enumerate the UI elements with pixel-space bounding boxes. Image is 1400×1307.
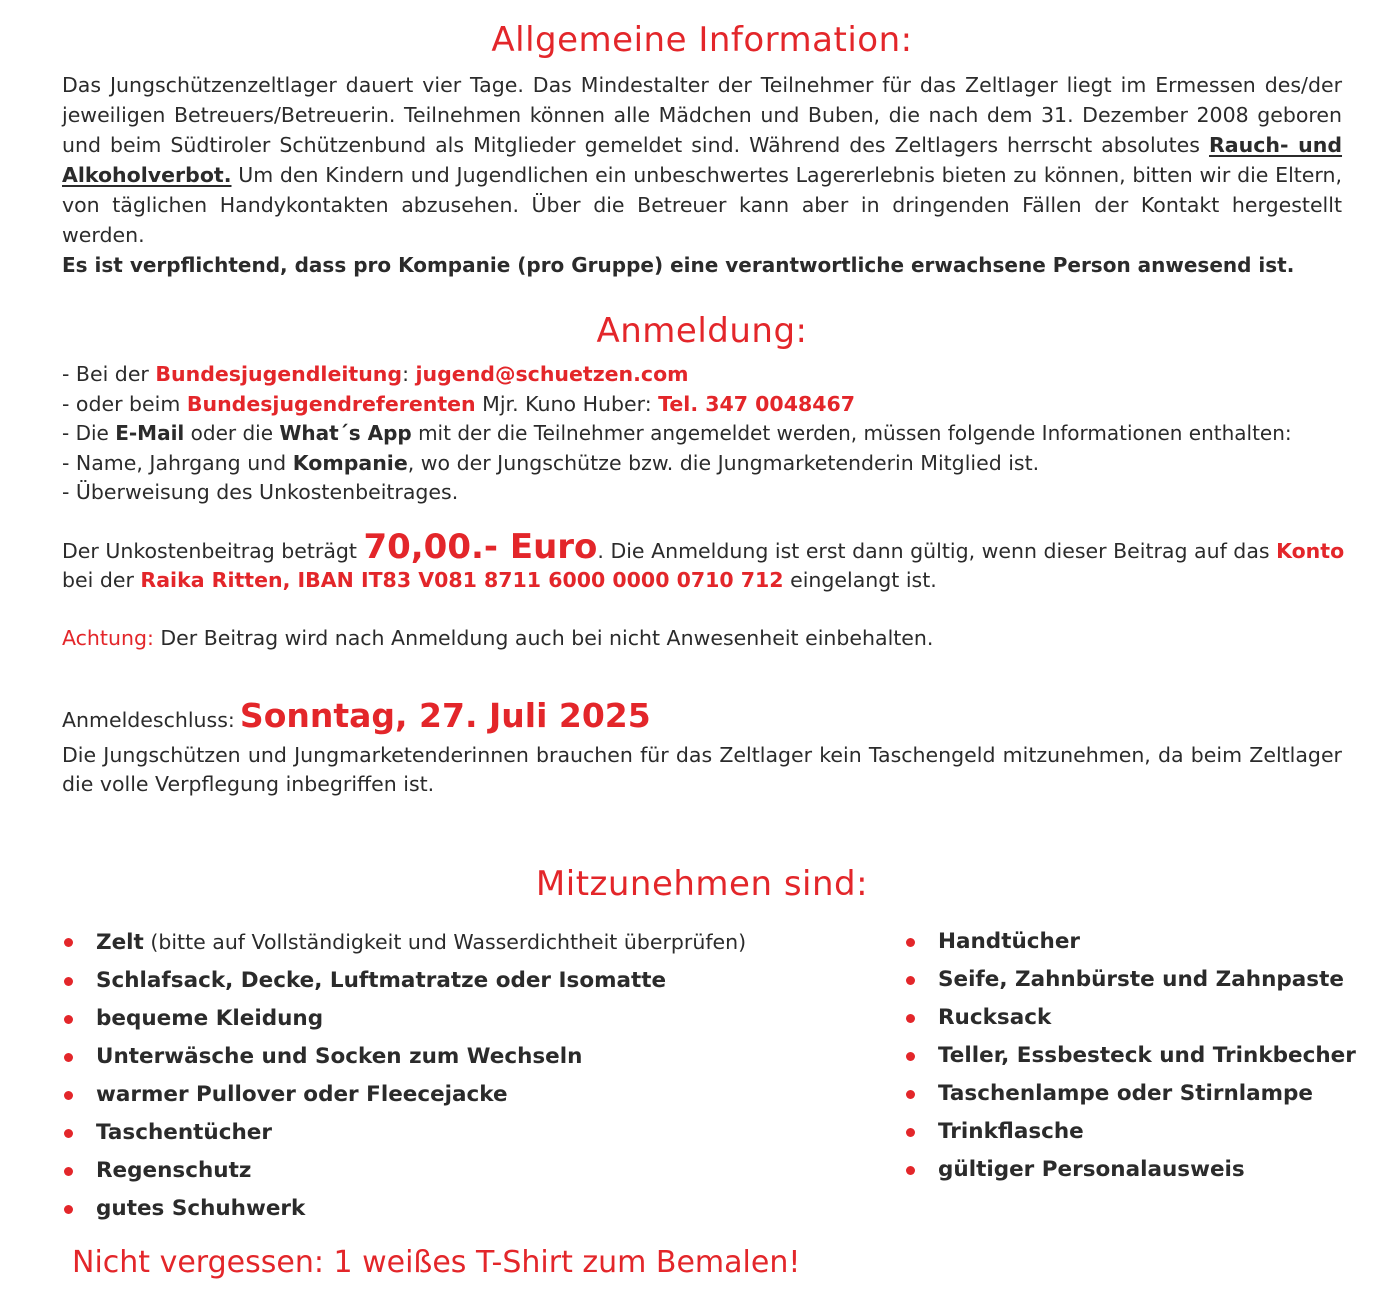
packing-title: Mitzunehmen sind: [535,864,869,904]
phone-number[interactable]: Tel. 347 0048467 [658,391,856,416]
general-paragraph [62,70,1342,250]
fee-block [62,526,1345,596]
packing-item: Trinkflasche [904,1113,1356,1151]
deadline-line [62,697,1342,741]
deadline-date: Sonntag, 27. Juli 2025 [239,696,651,735]
packing-item: gültiger Personalausweis [904,1151,1356,1189]
line3-a: - Die [62,421,116,445]
konto-label: Konto [1276,538,1345,563]
fee-line-1 [62,526,1345,567]
general-title: Allgemeine Information: [491,20,913,60]
packing-list-right [904,923,1356,1189]
packing-item-note: (bitte auf Vollständigkeit und Wasserdichtheit überprüfen) [143,930,747,954]
bank-sep: , [282,568,298,592]
packing-item [62,1152,746,1190]
contact-person: Mjr. Kuno Huber: [475,391,659,416]
registration-line-2 [62,390,1342,420]
packing-item [62,1190,746,1228]
warning-block [62,624,1342,654]
bundesjugendleitung: Bundesjugendleitung [155,362,403,386]
deadline-label: Anmeldeschluss: [62,708,235,732]
packing-item-label: bequeme Kleidung [96,1006,324,1031]
packing-item: Rucksack [904,999,1356,1037]
line4-b: , wo der Jungschütze bzw. die Jungmarketenderin Mitglied ist. [407,450,1040,475]
fee-suffix: eingelangt ist. [783,568,937,592]
packing-item [62,962,746,1000]
tshirt-reminder: Nicht vergessen: 1 weißes T-Shirt zum Bemalen! [72,1245,801,1280]
registration-line-1 [62,360,1342,390]
packing-item-label: Regenschutz [96,1158,252,1183]
packing-item [62,923,746,962]
packing-item [62,1114,746,1152]
bank-name: Raika Ritten [140,568,283,592]
fee-amount: 70,00.- Euro [363,526,598,567]
responsible-adult-note: Es ist verpflichtend, dass pro Kompanie (pro Gruppe) eine verantwortliche erwachsene Person anwesend ist. [62,253,1295,277]
line3-b: oder die [184,421,280,445]
packing-item: Handtücher [904,923,1356,961]
line3-email: E-Mail [115,421,185,445]
packing-item: Taschenlampe oder Stirnlampe [904,1075,1356,1113]
general-text-2: Um den Kindern und Jugendlichen ein unbeschwertes Lagererlebnis bieten zu können, bitten wir die Eltern, von täglichen Handykontakten abzusehen. Über die Betreuer kann aber in dringenden Fällen der Kontakt hergestellt werden. [62,163,1342,247]
packing-item: Seife, Zahnbürste und Zahnpaste [904,961,1356,999]
packing-list-left [62,923,746,1228]
packing-item-label: Schlafsack, Decke, Luftmatratze oder Isomatte [96,968,667,993]
warning-label: Achtung: [62,625,154,650]
fee-prefix: Der Unkostenbeitrag beträgt [62,538,364,563]
packing-item [62,1038,746,1076]
warning-text: Der Beitrag wird nach Anmeldung auch bei nicht Anwesenheit einbehalten. [153,625,934,650]
general-text-1: Das Jungschützenzeltlager dauert vier Tage. Das Mindestalter der Teilnehmer für das Zeltlager liegt im Ermessen des/der jeweiligen Betreuers/Betreuerin. Teilnehmen können alle Mädchen und Buben, die nach dem 31. Dezember 2008 geboren und beim Südtiroler Schützenbund als Mitglieder gemeldet sind. Während des Zeltlagers herrscht absolutes [62,73,1342,157]
line1-prefix: - Bei der [62,362,156,386]
warning-line [62,624,1342,654]
line4-kompanie: Kompanie [292,450,408,475]
packing-item [62,1076,746,1114]
registration-line-5: - Überweisung des Unkostenbeitrages. [62,480,459,504]
iban: IBAN IT83 V081 8711 6000 0000 0710 712 [297,568,784,592]
line1-sep: : [402,362,416,386]
registration-line-4 [62,449,1342,479]
line3-whatsapp: What´s App [279,421,412,445]
smoking-alcohol-ban: Rauch- und Alkoholverbot. [62,133,1343,187]
email-link[interactable]: jugend@schuetzen.com [415,362,689,386]
bank-prefix: bei der [62,568,141,592]
packing-item-label: gutes Schuhwerk [96,1196,306,1221]
line2-prefix: - oder beim [62,391,187,416]
deadline-block [62,697,1342,799]
packing-item-label: Zelt [96,930,144,955]
packing-item: Teller, Essbesteck und Trinkbecher [904,1037,1356,1075]
line4-a: - Name, Jahrgang und [62,450,293,475]
fee-line-2 [62,566,1342,596]
packing-lists [62,923,1356,1233]
packing-item-label: Unterwäsche und Socken zum Wechseln [96,1044,583,1069]
packing-item-label: Taschentücher [96,1120,272,1145]
bundesjugendreferenten: Bundesjugendreferenten [186,391,476,416]
pocket-money-note: Die Jungschützen und Jungmarketenderinnen brauchen für das Zeltlager kein Taschengeld mitzunehmen, da beim Zeltlager die volle Verpflegung inbegriffen ist. [62,743,1342,796]
packing-item-label: warmer Pullover oder Fleecejacke [96,1082,508,1107]
packing-item [62,1000,746,1038]
fee-mid: . Die Anmeldung ist erst dann gültig, wenn dieser Beitrag auf das [597,538,1277,563]
registration-line-3 [62,419,1342,449]
registration-title: Anmeldung: [596,311,808,351]
line3-c: mit der die Teilnehmer angemeldet werden, müssen folgende Informationen enthalten: [411,421,1292,445]
registration-list [62,360,1342,508]
